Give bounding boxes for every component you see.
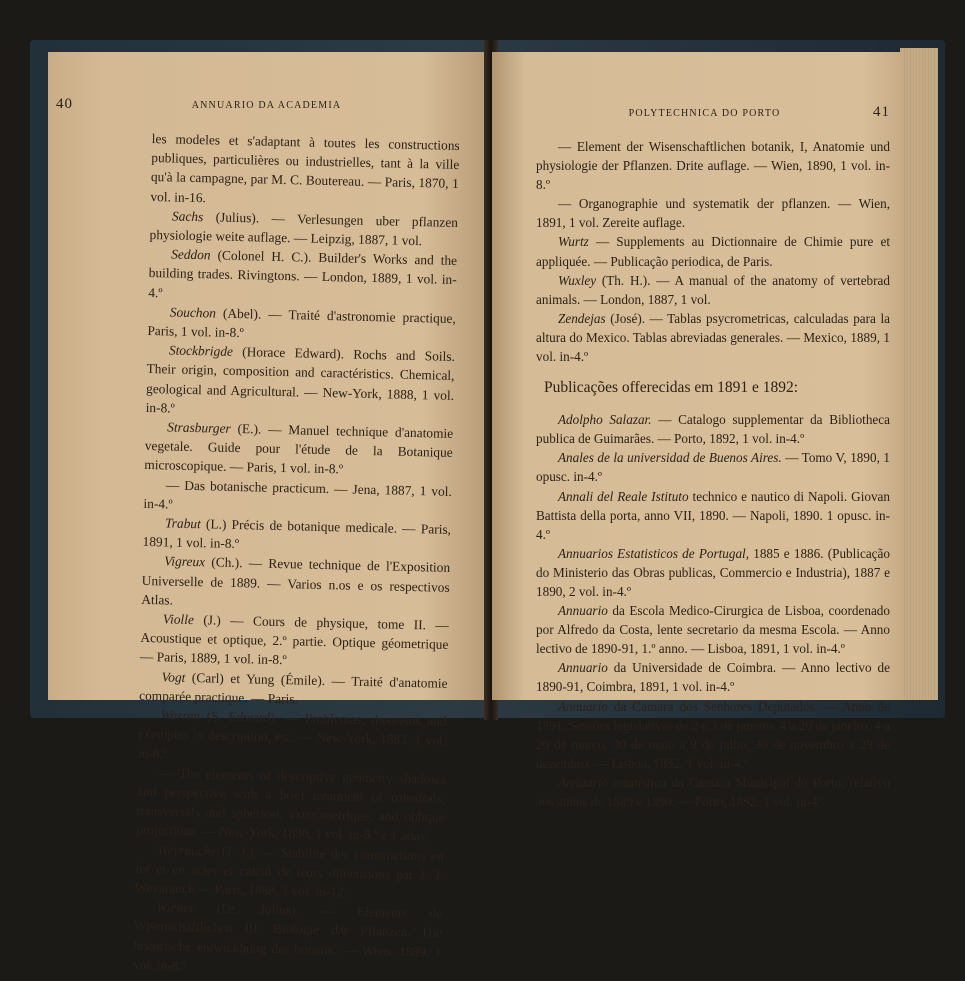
bibliography-entry	[536, 271, 890, 309]
right-page-number: 41	[872, 104, 890, 120]
entry-author: Seddon	[170, 246, 211, 263]
entry-author: Vigreux	[164, 553, 206, 570]
bibliography-entry	[536, 544, 890, 601]
bibliography-entry	[536, 137, 890, 194]
entry-author: Trabut	[164, 515, 201, 532]
section-heading: Publicações offerecidas em 1891 e 1892:	[544, 379, 799, 397]
entry-text: (Abel). — Traité d'astronomie practique, Paris, 1 vol. in-8.º	[147, 305, 456, 341]
entry-text: (José). — Tablas psycrometricas, calculadas para la altura do Mexico. Tablas abreviadas generales. — Mexico, 1889, 1 vol. in-4.º	[536, 310, 890, 365]
bibliography-entry	[536, 697, 890, 773]
entry-author: Annuario	[558, 603, 608, 619]
entry-text: da Camara Municipal do Porto, relativo aos annos de 1889 e 1890. — Porto, 1892, 1 vol. in-4º	[536, 774, 890, 809]
bibliography-entry	[536, 601, 890, 658]
bibliography-entry	[536, 194, 890, 232]
bibliography-entry	[144, 417, 453, 482]
bibliography-entry	[536, 773, 890, 811]
entry-author: Annuario estatistico	[558, 774, 667, 790]
left-running-head	[56, 96, 460, 113]
entry-text: les modeles et s'adaptant à toutes les constructions publiques, particulières ou industrielles, tant à la ville qu'à la campagne, par M. C. Boutereau. — Paris, 1870, 1 vol. in-16.	[150, 130, 460, 205]
entry-author: Strasburger	[167, 419, 231, 436]
entry-text: — Das botanische practicum. — Jena, 1887, 1 vol. in-4.º	[143, 477, 453, 512]
entry-author: Adolpho Salazar.	[558, 412, 652, 428]
bibliography-entry	[141, 551, 450, 616]
entry-text: (J.) — Cours de physique, tome II. — Acoustique et optique, 2.º partie. Optique géometrique — Paris, 1889, 1 vol. in-8.º	[139, 612, 449, 668]
entry-author: Violle	[162, 611, 195, 628]
entry-text: (Th. H.). — A manual of the anatomy of vertebrad animals. — London, 1887, 1 vol.	[536, 272, 890, 307]
right-page	[492, 52, 904, 809]
entry-text: technico e nautico di Napoli. Giovan Battista della porta, anno VII, 1890. — Napoli, 1890. 1 opusc. in-4.º	[536, 488, 890, 542]
bibliography-entry	[536, 309, 890, 366]
entry-text: (E.). — Manuel technique d'anatomie vegetale. Guide pour l'étude de la Botanique microscopique. — Paris, 1 vol. in-8.º	[144, 420, 454, 477]
bibliography-entry	[140, 609, 449, 674]
left-page-number: 40	[56, 96, 73, 112]
right-page-body-bottom	[536, 410, 890, 811]
bibliography-entry	[536, 410, 890, 448]
entry-text: da Universidade de Coimbra. — Anno lectivo de 1890-91, Coimbra, 1891, 1 vol. in-4.º	[536, 660, 890, 695]
bibliography-entry	[135, 839, 444, 904]
right-running-head	[536, 104, 890, 121]
entry-author: Weyrauche	[157, 841, 217, 859]
entry-text: — Element der Wisenschaftlichen botanik, I, Anatomie und physiologie der Pflanzen. Drite auflage. — Wien, 1890, 1 vol. in-8.º	[536, 139, 890, 193]
bibliography-entry	[138, 705, 447, 770]
entry-author: Wuxley	[558, 272, 597, 288]
bibliography-entry	[133, 897, 443, 981]
entry-text: (Dr. Julius). — Elemente de Wisenschaftlichen III. Biologie dar Pflanzen. Die historische entwickhung der botanik. — Wien, 1889, 1 vol. in-8.º	[132, 900, 443, 973]
entry-author: Annali del Reale Istituto	[558, 488, 689, 504]
entry-text: (Horace Edward). Rochs and Soils. Their origin, composition and caractéristics. Chemical, geological and Agricultural. — New-York, 1888, 1 vol. in-8.º	[145, 344, 456, 416]
right-running-title: POLYTECHNICA DO PORTO	[628, 108, 781, 119]
entry-text: da Escola Medico-Cirurgica de Lisboa, coordenado por Alfredo da Costa, lente secretario da mesma Escola. — Anno lectivo de 1890-91, 1.º anno. — Lisboa, 1891, 1 vol. in-4.º	[536, 603, 890, 657]
entry-text: (Ch.). — Revue technique de l'Exposition Universelle de 1889. — Varios n.os e os respectivos Atlas.	[141, 554, 451, 608]
entry-author: Anales de la universidad de Buenos Aires.	[558, 450, 782, 466]
bibliography-entry	[536, 232, 890, 270]
bibliography-entry	[148, 244, 457, 309]
entry-author: Annuario	[558, 698, 608, 714]
entry-author: Stockbrigde	[168, 342, 234, 360]
bibliography-entry	[536, 658, 890, 696]
left-running-title: ANNUARIO DA ACADEMIA	[191, 100, 342, 111]
entry-text: — Organographie und systematik der pflanzen. — Wien, 1891, 1 vol. Zereite auflage.	[536, 196, 890, 231]
entry-author: Warren	[160, 707, 201, 724]
page-edges	[900, 48, 938, 700]
bibliography-entry	[150, 129, 460, 213]
entry-text: — Tomo V, 1890, 1 opusc. in-4.º	[536, 450, 890, 485]
entry-text: (Carl) et Yung (Émile). — Traité d'anatomie comparée practique. — Paris.	[138, 669, 448, 707]
bibliography-entry	[145, 340, 455, 424]
bibliography-entry	[536, 448, 890, 486]
entry-author: Wiener	[156, 899, 195, 916]
entry-text: — The elements of descriptive geometry shadows and perspective with a brief treatment of trihedrals, transversals and spherical, axonometrique, and oblique projections. — New-York, 1890, 1 vol. in-8.º e 1 atlas.	[135, 765, 446, 844]
bibliography-entry	[136, 763, 446, 847]
right-page-body-top	[536, 137, 890, 366]
entry-text: — Catalogo supplementar da Bibliotheca publica de Guimarães. — Porto, 1892, 1 vol. in-4.º	[536, 412, 890, 447]
entry-author: Sachs	[171, 208, 204, 224]
entry-text: 1885 e 1886. (Publicação do Ministerio das Obras publicas, Commercio e Industria), 1887 e 1890, 2 vol. in-4.º	[536, 545, 890, 599]
entry-author: Annuarios Estatisticos de Portugal,	[558, 545, 750, 561]
entry-author: Wurtz	[558, 234, 589, 250]
entry-text: (S. Edward). — Problemas, theorems and exemples in description, etc. — New-York, 1883, 1 vol. in-8.º	[137, 708, 447, 761]
bibliography-entry	[536, 487, 890, 544]
entry-author: Zendejas	[558, 310, 606, 326]
left-page-body	[133, 129, 460, 981]
entry-author: Vogt	[161, 669, 186, 685]
entry-author: Souchon	[169, 304, 217, 321]
entry-author: Annuario	[558, 660, 608, 676]
left-page	[48, 52, 488, 973]
entry-text: da Camara dos Senhores Deputados. — Anno de 1891. Sessões legislativas de 2 e 3 de janeiro, 4 a 20 de janeiro, 4 a 20 de março, 30 de maio a 9 de julho, 30 de novembro a 29 de dezembro. — Lisboa, 1892, 1 vol. in-4.º	[536, 698, 890, 771]
entry-text: (L.) Précis de botanique medicale. — Paris, 1891, 1 vol. in-8.º	[142, 516, 452, 552]
entry-text: (Julius). — Verlesungen uber pflanzen physiologie weite auflage. — Leipzig, 1887, 1 vol.	[149, 209, 459, 249]
entry-text: (J. J.). — Stabilité des constructions en fer et en acier et calcul de leurs dimensions par J. J. Weyarauch — Paris, 1888, 1 vol. in-12.	[134, 843, 444, 900]
entry-text: — Supplements au Dictionnaire de Chimie pure et appliquée. — Publicação periodica, de Paris.	[536, 234, 890, 269]
entry-text: (Colonel H. C.). Builder's Works and the building trades. Rivingtons. — London, 1889, 1 vol. in-4.º	[148, 247, 458, 300]
